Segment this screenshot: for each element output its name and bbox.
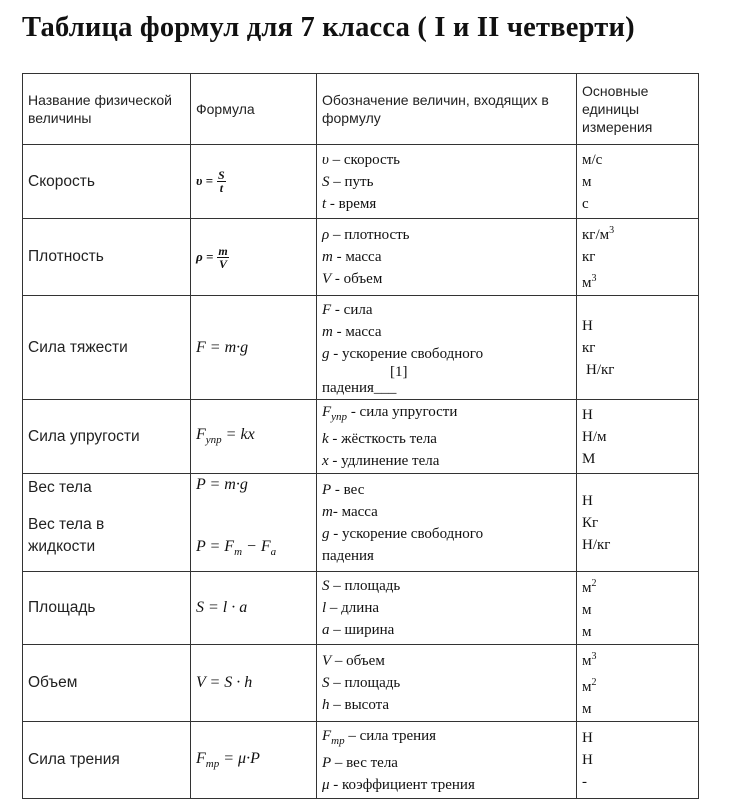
symbol-line: a – ширина xyxy=(322,622,395,638)
symbol-line: ρ – плотность xyxy=(322,227,410,243)
header-units: Основные единицы измерения xyxy=(577,74,699,145)
unit: Н xyxy=(582,406,593,423)
formula-cell xyxy=(191,145,317,219)
unit: Н xyxy=(582,317,593,334)
unit: $м^2$ xyxy=(582,578,597,596)
symbol-line: падения___ xyxy=(322,379,397,396)
symbol-line: V - объем xyxy=(322,271,383,287)
symbols-cell xyxy=(317,400,577,474)
formula-cell: F = m·g xyxy=(191,296,317,400)
unit: Н/кг xyxy=(582,536,611,553)
symbol-line: S – площадь xyxy=(322,578,401,594)
quantity-name: Вес тела xyxy=(28,479,92,496)
formula-cell: V = S · h xyxy=(191,645,317,722)
quantity-name: Сила упругости xyxy=(23,400,191,474)
units-cell xyxy=(577,400,699,474)
formula-cell xyxy=(191,219,317,296)
symbol-line: $F_{упр}$ - сила упругости xyxy=(322,404,458,423)
formula-lhs: ρ = xyxy=(196,248,214,264)
unit: кг xyxy=(582,249,596,265)
units-cell xyxy=(577,145,699,219)
symbol-line: P – вес тела xyxy=(322,754,398,771)
symbols-cell xyxy=(317,572,577,645)
unit: Н/кг xyxy=(586,361,615,378)
formula-fraction xyxy=(217,169,226,194)
fraction-numerator: m xyxy=(218,243,228,258)
unit: м/с xyxy=(582,151,603,168)
table-row xyxy=(23,722,699,799)
symbol-line: S – площадь xyxy=(322,675,401,691)
symbols-cell xyxy=(317,474,577,572)
quantity-name: Скорость xyxy=(23,145,191,219)
unit: $м^2$ xyxy=(582,677,597,695)
quantity-name: Плотность xyxy=(23,219,191,296)
units-cell xyxy=(577,296,699,400)
symbol-line: g - ускорение свободного xyxy=(322,345,484,362)
symbol-line: t - время xyxy=(322,195,377,212)
symbol-line: $F_{тр}$ – сила трения xyxy=(322,727,437,747)
formula-cell: $F_{упр}$ = kx xyxy=(191,400,317,474)
table-row xyxy=(23,645,699,722)
quantity-name: Площадь xyxy=(23,572,191,645)
symbols-cell xyxy=(317,722,577,799)
symbol-line: F - сила xyxy=(322,301,373,318)
formula-primary: P = m·g xyxy=(196,476,248,493)
header-name: Название физической величины xyxy=(23,74,191,145)
unit: м xyxy=(582,701,592,717)
unit: с xyxy=(582,195,589,212)
header-symbols: Обозначение величин, входящих в формулу xyxy=(317,74,577,145)
units-cell xyxy=(577,219,699,296)
units-cell xyxy=(577,474,699,572)
units-cell xyxy=(577,645,699,722)
unit: - xyxy=(582,774,587,790)
unit: М xyxy=(582,450,596,467)
unit: Н xyxy=(582,730,593,746)
table-row xyxy=(23,400,699,474)
symbol-line: l – длина xyxy=(322,600,380,616)
formula-cell: S = l · a xyxy=(191,572,317,645)
formula-secondary: $P = F_m - F_a$ xyxy=(196,538,277,559)
symbol-line: h – высота xyxy=(322,697,390,713)
table-row xyxy=(23,572,699,645)
unit: Н xyxy=(582,492,593,509)
symbol-line: k - жёсткость тела xyxy=(322,431,437,447)
unit: м xyxy=(582,602,592,618)
unit: Н xyxy=(582,752,593,768)
fraction-numerator: S xyxy=(218,168,225,182)
table-header-row xyxy=(23,74,699,145)
units-cell xyxy=(577,572,699,645)
formula-table xyxy=(22,73,699,799)
symbol-line: m - масса xyxy=(322,323,382,340)
unit: Кг xyxy=(582,514,599,531)
formula-cell: $F_{тр} = \mu\cdot P$ xyxy=(191,722,317,799)
page-title: Таблица формул для 7 класса ( I и II четверти) xyxy=(22,12,635,43)
unit: м xyxy=(582,624,592,640)
symbol-line: S – путь xyxy=(322,173,374,190)
symbol-line: x - удлинение тела xyxy=(322,453,440,469)
symbol-line: падения xyxy=(322,547,374,564)
unit: $кг/м^3$ xyxy=(582,225,615,243)
symbol-line: υ – скорость xyxy=(322,151,401,168)
formula-lhs: υ = xyxy=(196,173,214,189)
formula-fraction xyxy=(217,245,228,270)
unit: м xyxy=(582,173,592,190)
quantity-name-secondary: Вес тела в жидкости xyxy=(28,516,105,555)
formula-cell xyxy=(191,474,317,572)
fraction-denominator: V xyxy=(219,256,228,271)
table-row xyxy=(23,296,699,400)
quantity-name: Сила тяжести xyxy=(23,296,191,400)
symbol-line: m - масса xyxy=(322,249,382,265)
unit: $м^3$ xyxy=(582,273,597,291)
fraction-denominator: t xyxy=(219,181,224,195)
unit: Н/м xyxy=(582,428,607,445)
table-row xyxy=(23,145,699,219)
symbol-line: μ - коэффициент трения xyxy=(322,776,475,793)
unit: кг xyxy=(582,339,596,356)
table-row xyxy=(23,474,699,572)
symbol-line: P - вес xyxy=(322,481,365,498)
quantity-name-cell xyxy=(23,474,191,572)
quantity-name: Объем xyxy=(23,645,191,722)
table-row xyxy=(23,219,699,296)
units-cell xyxy=(577,722,699,799)
header-formula: Формула xyxy=(191,74,317,145)
symbols-cell xyxy=(317,296,577,400)
symbols-cell xyxy=(317,145,577,219)
quantity-name: Сила трения xyxy=(23,722,191,799)
footnote-ref: [1] xyxy=(390,363,408,380)
symbol-line: V – объем xyxy=(322,653,385,669)
symbols-cell xyxy=(317,219,577,296)
symbol-line: g - ускорение свободного xyxy=(322,525,484,542)
symbol-line: m- масса xyxy=(322,503,378,520)
symbols-cell xyxy=(317,645,577,722)
unit: $м^3$ xyxy=(582,651,597,669)
